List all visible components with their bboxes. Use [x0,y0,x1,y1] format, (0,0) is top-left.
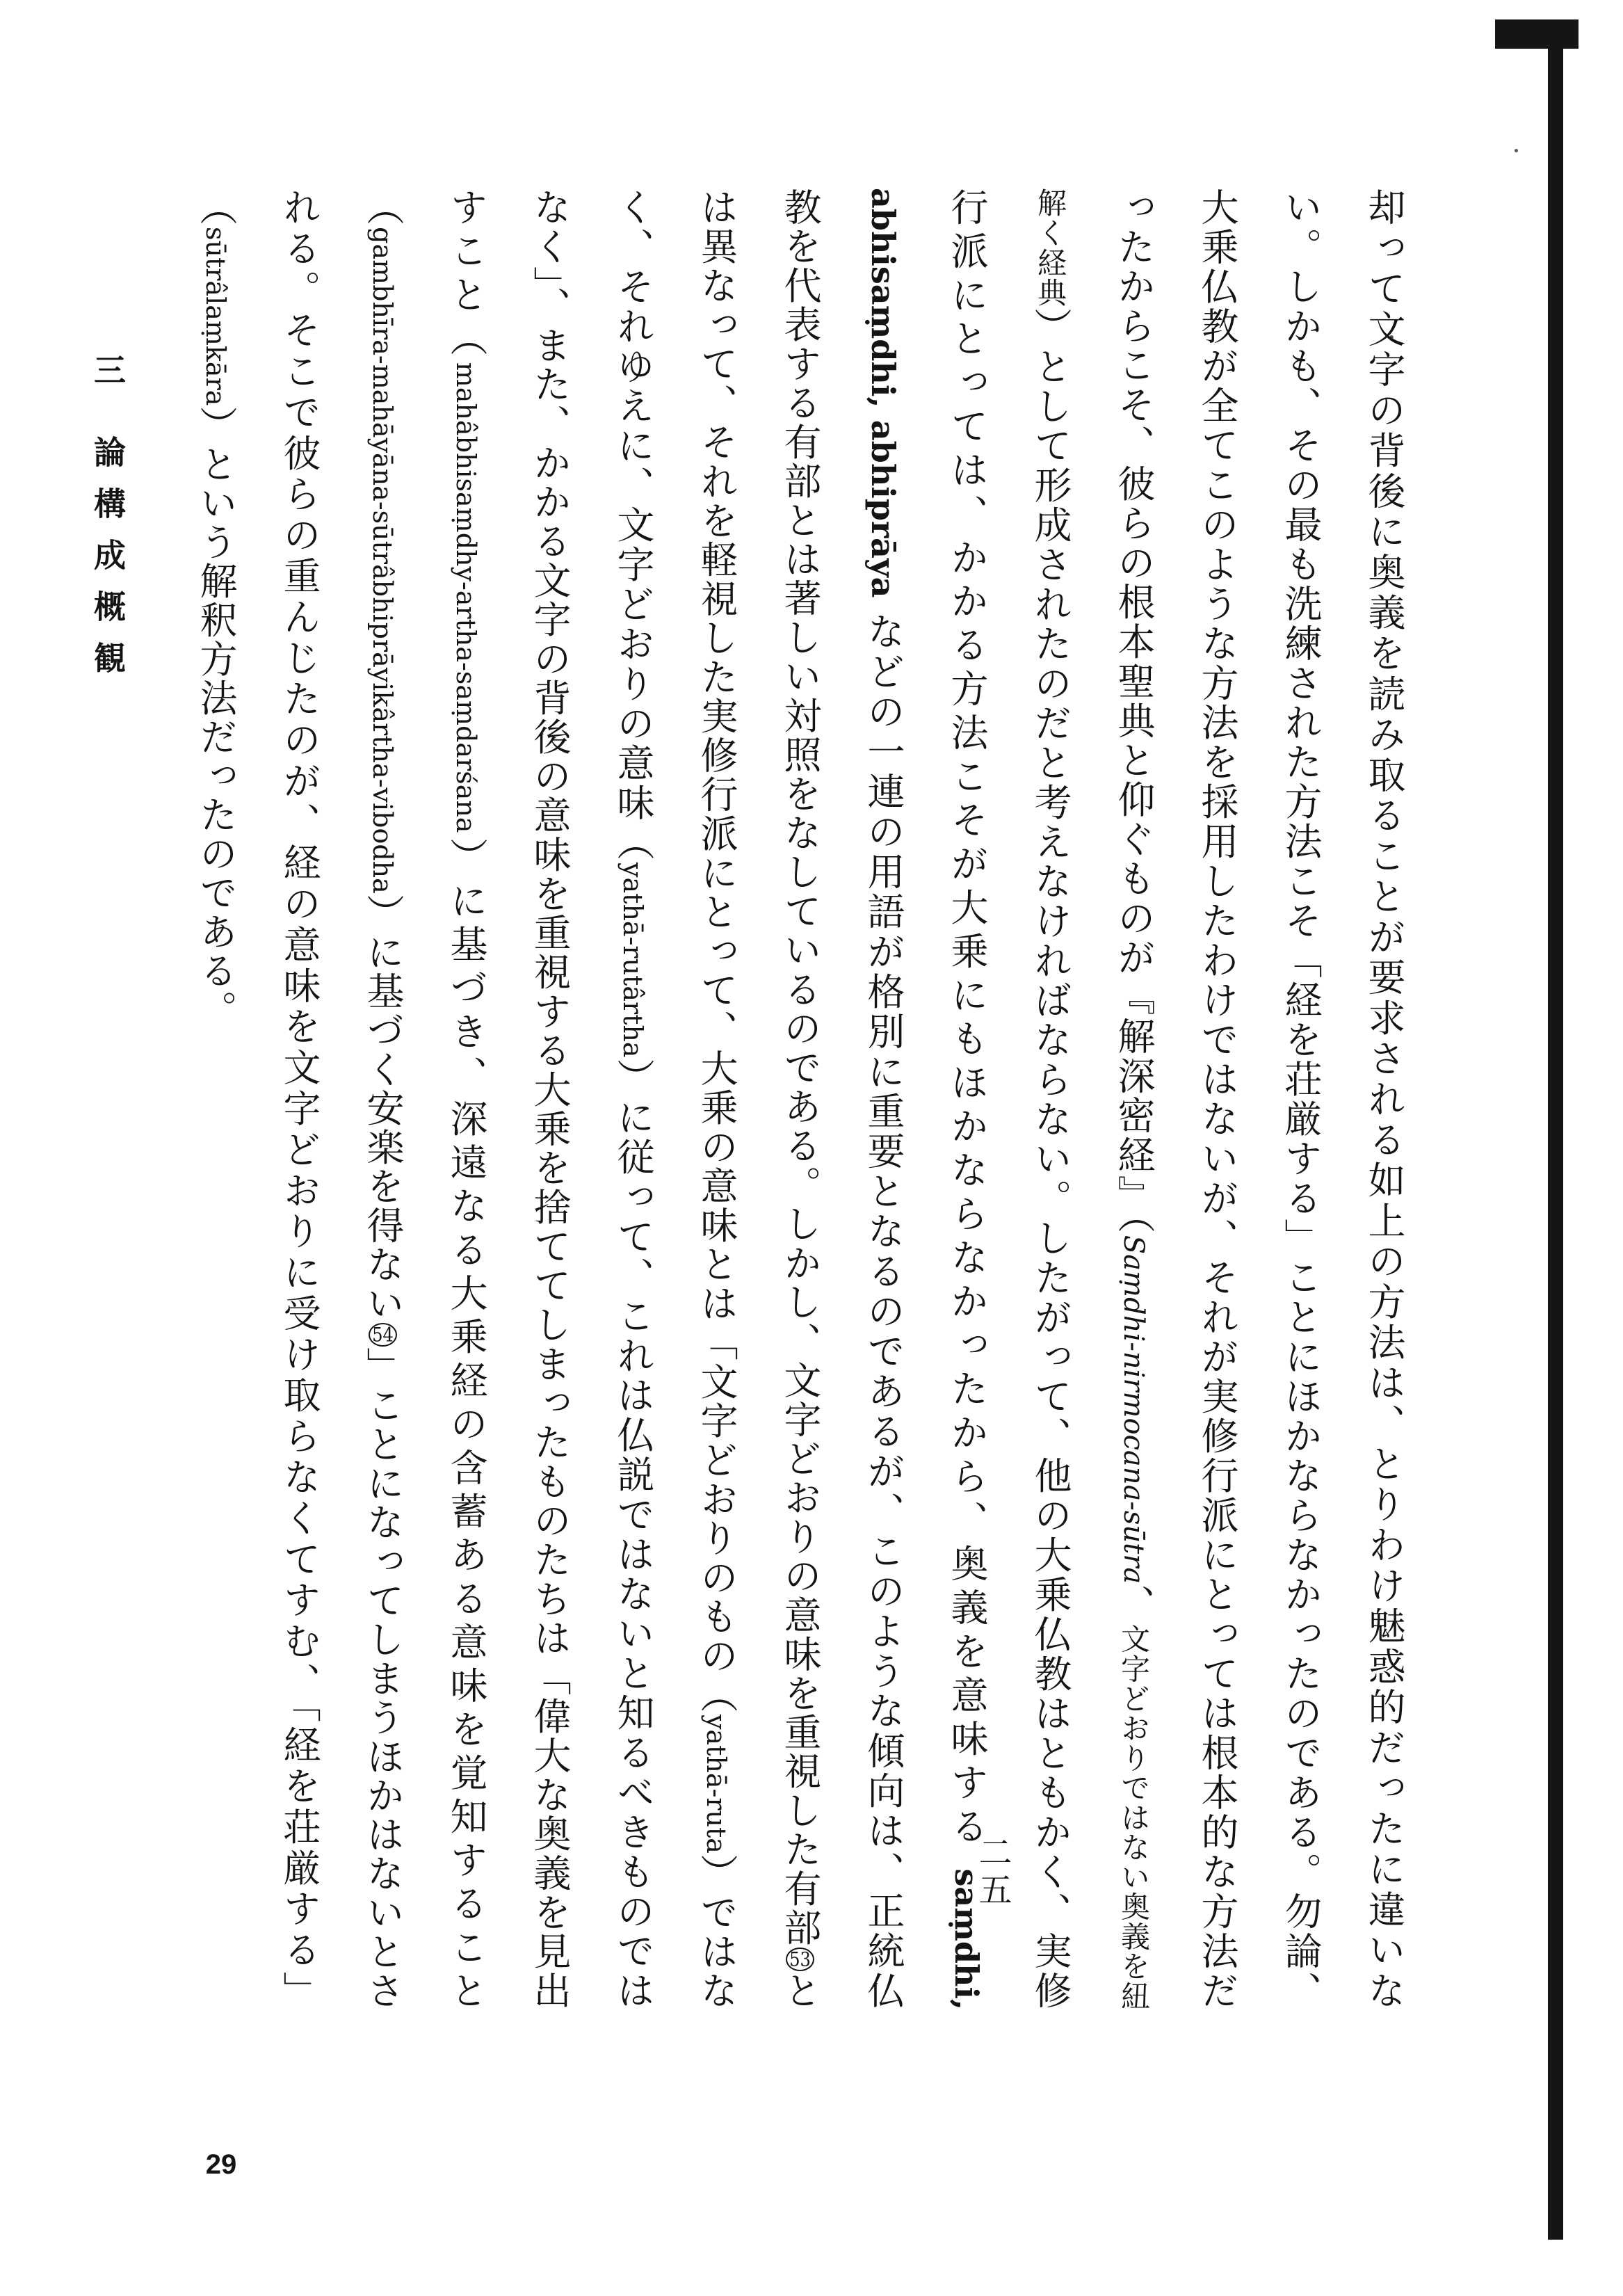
sanskrit-term: sūtrâlaṃkāra [200,227,231,406]
gloss-text: 文字どおりではない奥義を紐解く経典 [1033,188,1151,2010]
text-run: ）に従って、これは仏説ではないと知るべきものではなく」、また、かかる文字の背後の意味を重視する大乗を捨ててしまったものたちは「偉大な奥義を見出すこと（ [444,188,655,2010]
text-run: 奥義を意味する [945,1544,989,1869]
scan-edge-mark [1495,19,1578,49]
text-run: とは異なって、それを軽視した実修行派にとって、大乗の意味とは「文字どおりのもの（ [695,188,822,2010]
text-run: ）に基づく安楽を得ない [361,893,405,1324]
text-run: 却って文字の背後に奥義を読み取ることが要求される如上の方法は、とりわけ魅惑的だったに違いない。しかも、その最も洗練された方法こそ「経を荘厳する」ことにほかならなかったのである。勿論、大乗仏教が全てこのような方法を採用したわけではないが、それが実修行派にとっては根本的な方法だったからこそ、彼らの根本聖典と仰ぐものが『解深密経』（ [1112,188,1406,2010]
footnote-ref: 54 [369,1323,397,1347]
running-head: 三 論構成概観 [89,353,127,693]
text-run: ）に基づき、深遠なる大乗経の含蓄ある意味を覚知すること（ [361,188,488,2010]
text-run: ）として形成されたのだと考えなければならない。したがって、他の大乗仏教はともかく、実修行派にとっては、かかる方法こそが大乗にもほかならなかったから、 [945,188,1072,2010]
scan-binding-rule [1548,21,1563,2240]
sanskrit-term: mahâbhisaṃdhy-artha-saṃdarśana [451,362,481,833]
paragraph-2 [160,188,174,2010]
footnote-ref: 53 [786,1948,814,1971]
text-run: ）という解釈方法だったのである。 [194,406,238,1029]
sanskrit-term: Saṃdhi-nirmocana-sūtra [1117,1235,1149,1584]
text-run: ）ではなく、それゆえに、文字どおりの意味（ [611,188,738,2010]
page-number-kanji: 二五 [973,1835,1012,1910]
text-run: などの一連の用語が格別に重要となるのであるが、このような傾向は、正統仏教を代表する有部とは著しい対照をなしているのである。しかし、文字どおりの意味を重視した有部 [778,188,905,2010]
sanskrit-term: yathā-ruta [701,1714,732,1854]
page-number-arabic: 29 [205,2149,237,2180]
text-run: 」ことになってしまうほかはないとされる。そこで彼らの重んじたのが、経の意味を文字どおりに受け取らなくてすむ、「経を荘厳する」（ [194,188,405,2010]
paragraph-1 [174,188,1426,2010]
scan-speck [1515,149,1518,152]
sanskrit-term: yathā-rutârtha [617,862,648,1058]
sanskrit-term: gambhīra-mahāyāna-sūtrâbhiprāyikârtha-vibodha [367,227,398,894]
text-run: 、 [1112,1584,1156,1624]
sanskrit-term: saṃdhi, abhisaṃdhi, abhiprāya [864,188,985,2010]
body-text [160,188,1426,2010]
